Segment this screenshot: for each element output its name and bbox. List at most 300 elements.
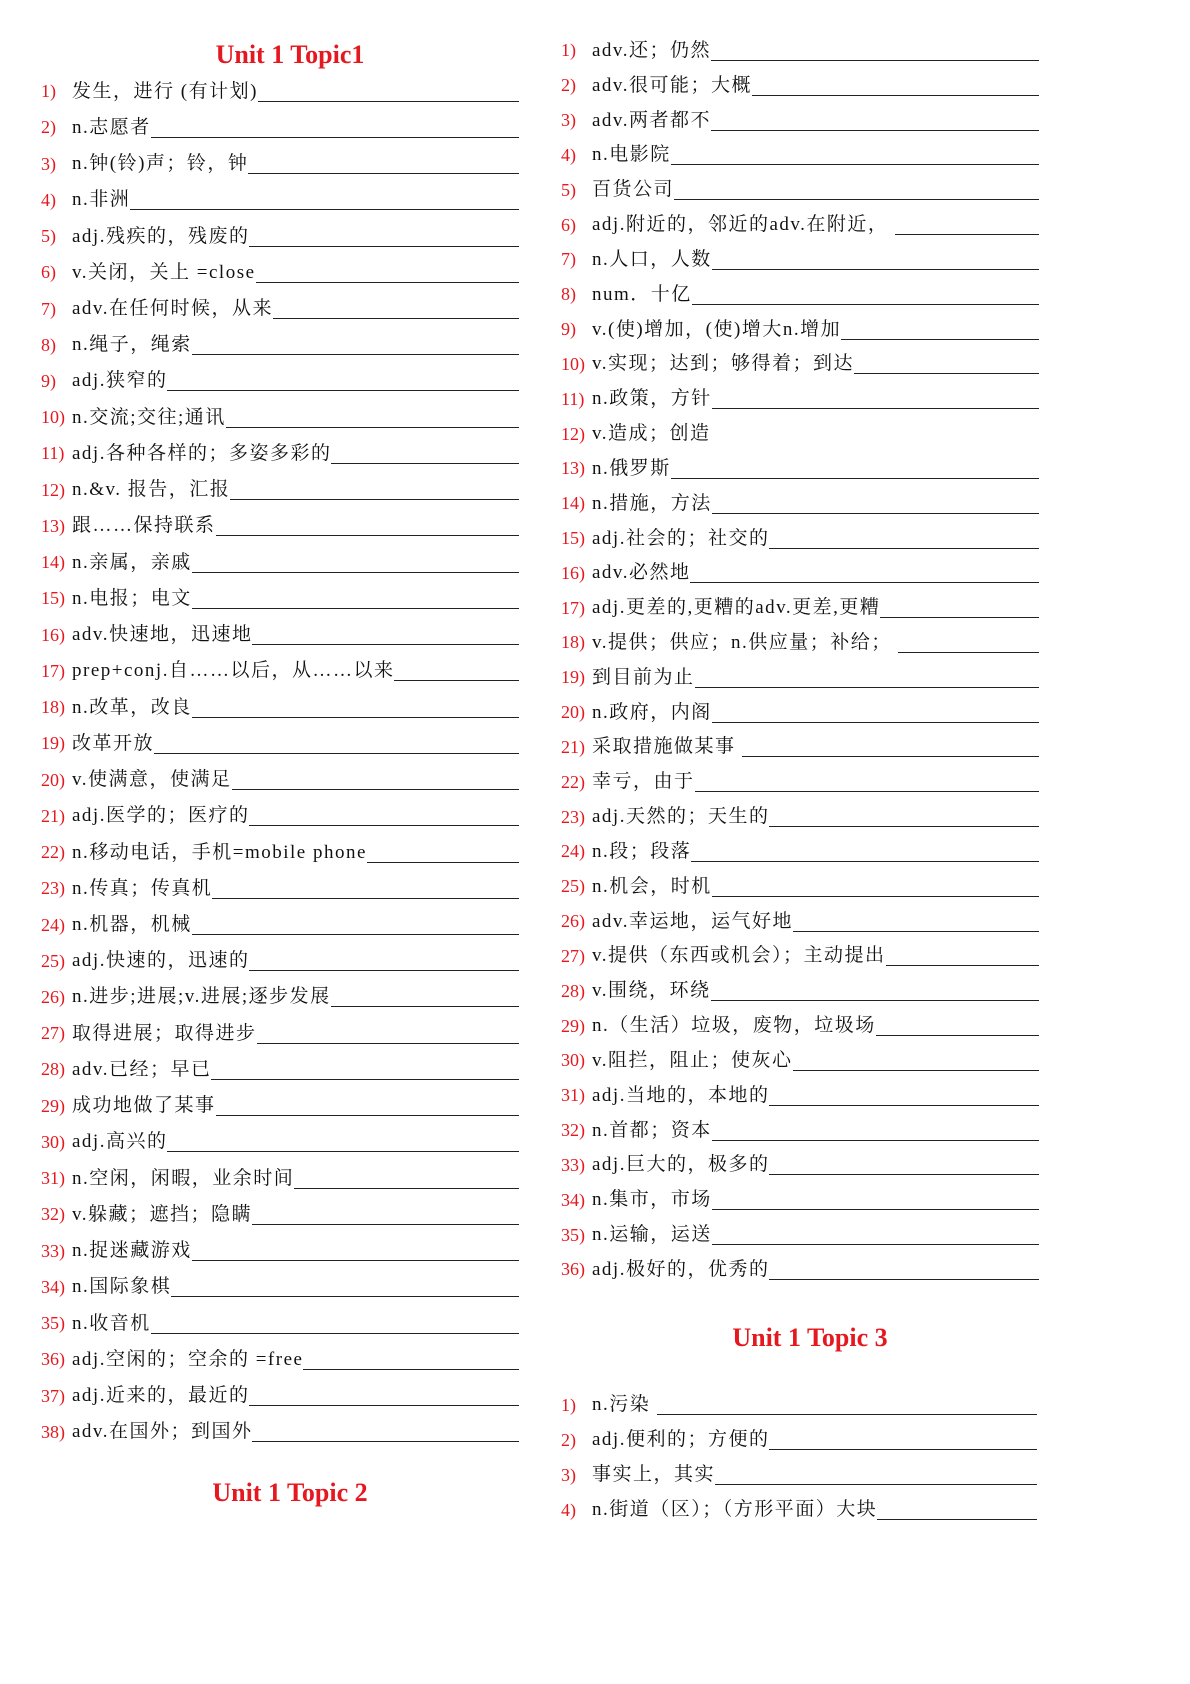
item-definition: 改革开放 [72,732,155,754]
item-number: 11) [561,388,585,409]
vocab-item [41,1196,519,1232]
vocab-item [561,33,1039,68]
item-definition: n.人口，人数 [592,248,712,270]
item-definition: adj.更差的,更糟的adv.更差,更糟 [592,597,881,619]
answer-blank [690,562,1039,583]
item-number: 4) [41,189,56,210]
topic3-title: Unit 1 Topic 3 [732,1323,888,1352]
vocab-item [561,1113,1039,1148]
item-definition: n.空闲，闲暇，业余时间 [72,1167,295,1189]
answer-blank [171,1276,519,1297]
vocab-item [41,399,519,435]
item-definition: adv.两者都不 [592,109,711,131]
item-definition: n.政府，内阁 [592,701,712,723]
vocab-item [41,580,519,616]
item-definition: n.机器，机械 [72,914,192,935]
answer-blank [151,1313,519,1334]
vocab-item [41,182,519,218]
item-definition: adj.医学的；医疗的 [72,805,250,827]
vocab-item [41,218,519,254]
item-definition: adj.高兴的 [72,1131,168,1153]
item-definition: num．十亿 [592,283,692,305]
vocab-item [41,1269,519,1305]
item-definition: n.段；段落 [592,840,692,862]
vocab-item [561,869,1039,904]
item-definition: n.电影院 [592,144,671,166]
item-number: 12) [561,423,585,444]
item-definition: 事实上，其实 [592,1464,716,1485]
vocab-item [41,472,519,508]
item-definition: adj.附近的，邻近的adv.在附近， [592,214,895,236]
answer-blank [657,1394,1037,1415]
vocab-item [561,1182,1039,1217]
answer-blank [232,769,519,790]
item-number: 5) [561,179,576,200]
vocab-item [561,939,1039,974]
item-number: 4) [561,1499,576,1520]
item-number: 35) [561,1224,585,1245]
item-definition: n.志愿者 [72,116,151,138]
vocab-item [41,435,519,471]
vocab-item [561,1422,1037,1457]
item-definition: n.传真；传真机 [72,877,213,899]
item-number: 2) [561,75,576,96]
answer-blank [211,1059,519,1080]
item-number: 9) [41,370,56,391]
answer-blank [226,407,519,428]
answer-blank [712,702,1039,723]
item-number: 36) [41,1349,65,1370]
item-number: 33) [561,1154,585,1175]
answer-blank [331,986,519,1007]
answer-blank [895,214,1039,235]
item-number: 30) [561,1050,585,1071]
item-number: 17) [41,660,65,681]
answer-blank [752,75,1039,96]
answer-blank [898,632,1039,653]
vocab-item [41,1051,519,1087]
answer-blank [877,1499,1037,1520]
vocab-item [561,486,1039,521]
item-number: 3) [561,110,576,131]
answer-blank [249,950,519,971]
vocab-item [561,1457,1037,1492]
item-number: 6) [561,214,576,235]
answer-blank [712,1120,1039,1141]
vocab-item [41,508,519,544]
answer-blank [769,1259,1039,1280]
item-number: 27) [41,1023,65,1044]
vocab-item [41,109,519,145]
item-number: 18) [41,697,65,718]
answer-blank [154,733,519,754]
answer-blank [252,1421,519,1442]
item-definition: n.移动电话，手机=mobile phone [72,841,367,863]
item-definition: adj.社会的；社交的 [592,527,770,549]
vocab-item [41,290,519,326]
vocab-item [561,1148,1039,1183]
vocab-item [561,764,1039,799]
vocab-item [561,346,1039,381]
item-definition: n.机会，时机 [592,875,712,897]
answer-blank [151,117,519,138]
vocab-item [41,544,519,580]
item-definition: adj.巨大的，极多的 [592,1154,770,1176]
answer-blank [854,353,1039,374]
item-definition: adj.快速的，迅速的 [72,950,250,972]
item-number: 26) [561,911,585,932]
item-number: 34) [561,1189,585,1210]
vocab-item [561,730,1039,765]
item-number: 5) [41,226,56,247]
item-definition: v.实现；达到；够得着；到达 [592,353,855,375]
item-number: 24) [561,841,585,862]
answer-blank [793,911,1039,932]
answer-blank [252,1204,519,1225]
answer-blank [192,1240,519,1261]
item-definition: adv.必然地 [592,562,691,584]
topic2-vocab-list [561,33,1039,1287]
item-definition: adj.便利的；方便的 [592,1429,770,1450]
answer-blank [742,736,1039,757]
item-number: 24) [41,914,65,935]
topic2-title: Unit 1 Topic 2 [212,1478,368,1507]
item-definition: 成功地做了某事 [72,1095,216,1117]
item-definition: adv.幸运地，运气好地 [592,910,793,932]
vocab-item [561,242,1039,277]
item-definition: adj.残疾的，残废的 [72,225,250,247]
item-number: 13) [41,515,65,536]
answer-blank [711,980,1039,1001]
answer-blank [691,841,1039,862]
vocab-item [41,761,519,797]
item-number: 31) [561,1085,585,1106]
vocab-item [41,1160,519,1196]
vocab-item [41,1414,519,1450]
answer-blank [192,588,519,609]
item-number: 28) [41,1059,65,1080]
item-definition: n.措施，方法 [592,492,712,514]
answer-blank [712,388,1039,409]
answer-blank [712,249,1039,270]
item-definition: adj.近来的，最近的 [72,1385,250,1407]
item-number: 11) [41,443,65,464]
vocab-item [41,1377,519,1413]
answer-blank [130,189,519,210]
item-number: 3) [41,153,56,174]
item-number: 26) [41,986,65,1007]
vocab-item [561,103,1039,138]
item-number: 25) [41,950,65,971]
answer-blank [886,945,1039,966]
vocab-item [41,870,519,906]
item-definition: n.亲属，亲戚 [72,551,192,573]
vocab-item [41,653,519,689]
item-definition: v.提供（东西或机会）；主动提出 [592,945,886,967]
vocab-item [41,834,519,870]
item-definition: adv.快速地，迅速地 [72,624,253,646]
answer-blank [695,667,1039,688]
answer-blank [167,1131,519,1152]
answer-blank [216,515,519,536]
vocab-item [561,451,1039,486]
item-number: 20) [561,702,585,723]
item-number: 22) [41,842,65,863]
vocab-item [561,590,1039,625]
vocab-item [561,277,1039,312]
item-definition: n.非洲 [72,189,131,211]
item-definition: v.(使)增加，(使)增大n.增加 [592,318,842,340]
item-definition: n.街道（区）；（方形平面）大块 [592,1499,878,1520]
vocab-item [561,660,1039,695]
item-number: 16) [41,624,65,645]
vocab-item [41,73,519,109]
item-number: 19) [561,667,585,688]
answer-blank [715,1464,1037,1485]
answer-blank [674,179,1039,200]
item-definition: n.交流;交往;通讯 [72,406,226,428]
vocab-item [41,617,519,653]
answer-blank [769,1085,1039,1106]
vocab-item [41,1305,519,1341]
item-definition: n.政策，方针 [592,388,712,410]
item-definition: adj.极好的，优秀的 [592,1258,770,1280]
item-number: 37) [41,1385,65,1406]
item-number: 2) [561,1429,576,1450]
item-number: 31) [41,1168,65,1189]
topic1-title: Unit 1 Topic1 [215,40,365,69]
topic3-vocab-list [561,1387,1037,1527]
item-definition: v.造成；创造 [592,423,711,445]
item-definition: adv.在任何时候，从来 [72,298,273,320]
vocab-item [41,1088,519,1124]
vocab-item [561,1492,1037,1527]
answer-blank [711,40,1039,61]
answer-blank [671,458,1039,479]
item-number: 14) [561,493,585,514]
item-number: 16) [561,562,585,583]
item-number: 18) [561,632,585,653]
answer-blank [252,624,519,645]
item-number: 7) [41,298,56,319]
item-number: 8) [561,284,576,305]
item-definition: prep+conj.自……以后，从……以来 [72,660,395,682]
vocab-item [561,521,1039,556]
item-definition: n.集市，市场 [592,1189,712,1211]
item-number: 21) [561,736,585,757]
item-definition: 百货公司 [592,179,675,201]
item-definition: n.钟(铃)声；铃，钟 [72,153,249,175]
answer-blank [331,443,519,464]
answer-blank [769,528,1039,549]
item-number: 29) [41,1095,65,1116]
vocab-item [561,834,1039,869]
item-number: 20) [41,769,65,790]
item-number: 10) [561,353,585,374]
item-definition: 幸亏，由于 [592,771,695,793]
vocab-item [41,363,519,399]
item-number: 33) [41,1240,65,1261]
vocab-item [41,725,519,761]
item-definition: adv.还；仍然 [592,39,711,61]
answer-blank [273,298,519,319]
item-definition: v.躲藏；遮挡；隐瞒 [72,1203,253,1225]
vocab-item [41,1233,519,1269]
item-definition: 取得进展；取得进步 [72,1022,257,1044]
vocab-item [561,799,1039,834]
item-definition: 发生，进行 (有计划) [72,80,258,102]
item-definition: n.捉迷藏游戏 [72,1240,192,1262]
item-definition: adv.已经；早已 [72,1058,212,1080]
vocab-item [561,416,1039,451]
answer-blank [257,1023,519,1044]
item-definition: v.阻拦，阻止；使灰心 [592,1049,793,1071]
answer-blank [711,110,1039,131]
answer-blank [192,552,519,573]
answer-blank [249,1385,519,1406]
item-definition: adv.很可能；大概 [592,74,752,96]
answer-blank [769,1154,1039,1175]
item-definition: n.俄罗斯 [592,457,671,479]
answer-blank [294,1168,519,1189]
item-number: 15) [41,588,65,609]
item-number: 34) [41,1276,65,1297]
item-number: 35) [41,1313,65,1334]
item-definition: n.绳子，绳索 [72,334,192,356]
vocab-item [561,1008,1039,1043]
vocab-item [561,973,1039,1008]
vocab-item [561,68,1039,103]
item-definition: adj.狭窄的 [72,370,168,392]
vocab-item [41,327,519,363]
vocab-item [561,555,1039,590]
vocab-item [561,625,1039,660]
answer-blank [212,878,519,899]
answer-blank [712,876,1039,897]
answer-blank [671,144,1039,165]
vocab-item [561,1387,1037,1422]
vocab-item [561,137,1039,172]
answer-blank [692,284,1039,305]
answer-blank [216,1095,519,1116]
item-definition: v.提供；供应；n.供应量；补给； [592,631,899,653]
item-definition: adj.各种各样的；多姿多彩的 [72,442,332,464]
item-number: 6) [41,262,56,283]
item-definition: 到目前为止 [592,666,695,688]
item-number: 9) [561,319,576,340]
item-number: 38) [41,1421,65,1442]
vocab-item [41,979,519,1015]
item-definition: n.电报；电文 [72,587,192,609]
vocab-item [41,906,519,942]
answer-blank [695,771,1039,792]
item-number: 3) [561,1464,576,1485]
vocab-item [41,943,519,979]
answer-blank [249,805,519,826]
vocab-item [41,798,519,834]
item-number: 12) [41,479,65,500]
topic1-vocab-list [41,73,519,1450]
vocab-item [41,1341,519,1377]
item-number: 7) [561,249,576,270]
answer-blank [303,1349,519,1370]
item-number: 21) [41,805,65,826]
vocab-item [561,904,1039,939]
item-number: 32) [41,1204,65,1225]
answer-blank [793,1050,1039,1071]
vocab-item [41,254,519,290]
item-number: 23) [561,806,585,827]
answer-blank [841,319,1039,340]
item-definition: adj.天然的；天生的 [592,806,770,828]
item-definition: 跟……保持联系 [72,515,216,537]
item-number: 1) [561,1394,576,1415]
answer-blank [167,370,519,391]
vocab-item [561,1217,1039,1252]
vocab-item [41,145,519,181]
item-number: 13) [561,458,585,479]
item-definition: n.进步;进展;v.进展;逐步发展 [72,986,331,1008]
item-number: 2) [41,117,56,138]
item-number: 10) [41,407,65,428]
item-definition: n.（生活）垃圾，废物，垃圾场 [592,1015,876,1037]
item-definition: n.收音机 [72,1312,151,1334]
vocab-item [561,1252,1039,1287]
vocab-item [561,172,1039,207]
item-number: 4) [561,144,576,165]
vocab-item [561,1043,1039,1078]
item-number: 25) [561,876,585,897]
item-number: 1) [41,81,56,102]
vocab-item [561,1078,1039,1113]
item-number: 19) [41,733,65,754]
vocab-item [561,695,1039,730]
answer-blank [248,153,519,174]
answer-blank [256,262,519,283]
answer-blank [880,597,1039,618]
item-number: 17) [561,597,585,618]
answer-blank [192,697,519,718]
vocab-item [561,207,1039,242]
item-number: 36) [561,1259,585,1280]
answer-blank [367,842,519,863]
item-number: 1) [561,40,576,61]
item-number: 15) [561,528,585,548]
vocab-item [561,312,1039,347]
item-number: 22) [561,771,585,792]
item-number: 14) [41,552,65,573]
answer-blank [249,226,519,247]
answer-blank [712,1224,1039,1245]
item-definition: adj.当地的，本地的 [592,1084,770,1106]
answer-blank [712,493,1039,514]
item-definition: n.&v. 报告，汇报 [72,479,231,501]
answer-blank [192,914,519,935]
item-definition: n.污染 [592,1394,657,1415]
vocab-item [41,1124,519,1160]
vocab-item [41,1015,519,1051]
item-definition: 采取措施做某事 [592,736,742,758]
answer-blank [192,334,519,355]
answer-blank [769,1429,1037,1450]
item-definition: n.国际象棋 [72,1276,172,1298]
vocab-item [41,689,519,725]
item-number: 32) [561,1120,585,1141]
answer-blank [394,660,519,681]
item-number: 28) [561,980,585,1001]
item-definition: v.关闭，关上 =close [72,261,256,283]
item-number: 8) [41,334,56,355]
